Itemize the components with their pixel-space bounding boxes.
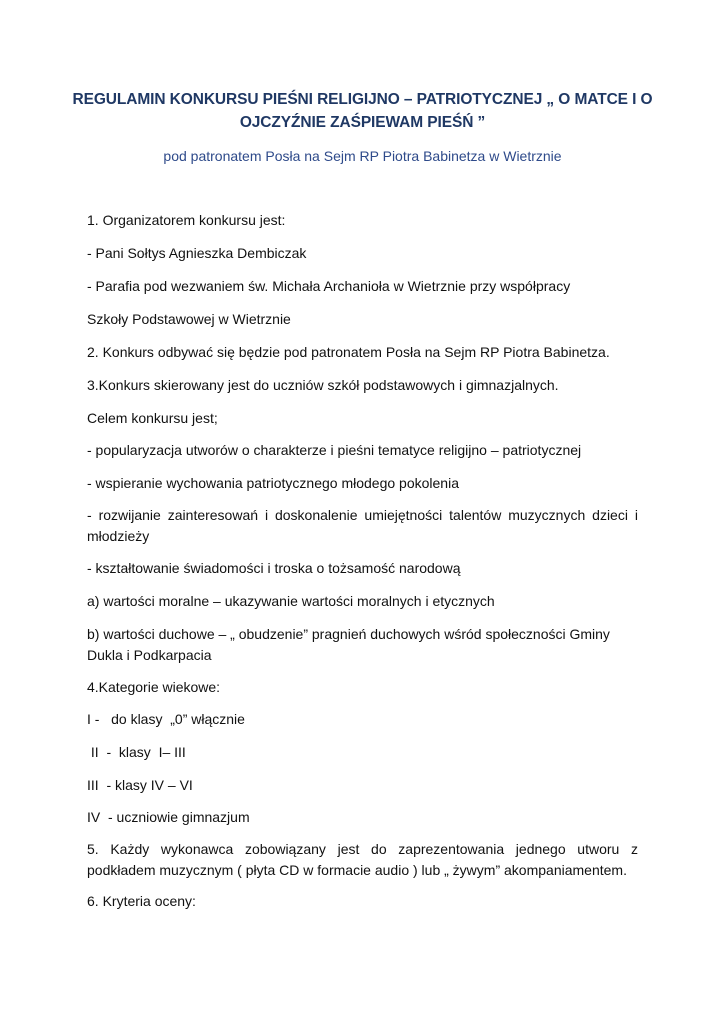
paragraph-spiritual-values: b) wartości duchowe – „ obudzenie” pragnień duchowych wśród społeczności Gminy Dukla i Podkarpacia bbox=[87, 626, 610, 663]
paragraph-goal-popularization: - popularyzacja utworów o charakterze i pieśni tematyce religijno – patriotycznej bbox=[87, 442, 582, 458]
paragraph-goal-heading: Celem konkursu jest; bbox=[87, 410, 218, 426]
paragraph-category-1: I - do klasy „0” włącznie bbox=[87, 711, 245, 727]
paragraph-organizer-heading: 1. Organizatorem konkursu jest: bbox=[87, 212, 286, 228]
paragraph-category-4: IV - uczniowie gimnazjum bbox=[87, 809, 250, 825]
paragraph-age-categories: 4.Kategorie wiekowe: bbox=[87, 679, 221, 695]
paragraph-category-2: II - klasy I– III bbox=[87, 744, 186, 760]
paragraph-organizer-school: Szkoły Podstawowej w Wietrznie bbox=[87, 311, 291, 327]
paragraph-goal-talents: - rozwijanie zainteresowań i doskonalenie umiejętności talentów muzycznych dzieci i młodzieży bbox=[87, 507, 638, 544]
document-title: REGULAMIN KONKURSU PIEŚNI RELIGIJNO – PATRIOTYCZNEJ „ O MATCE I O OJCZYŹNIE ZAŚPIEWAM PIEŚŃ ” bbox=[72, 91, 653, 131]
paragraph-organizer-parish: - Parafia pod wezwaniem św. Michała Archanioła w Wietrznie przy współpracy bbox=[87, 278, 571, 294]
paragraph-patronage: 2. Konkurs odbywać się będzie pod patronatem Posła na Sejm RP Piotra Babinetza. bbox=[87, 344, 610, 360]
paragraph-evaluation-criteria: 6. Kryteria oceny: bbox=[87, 893, 196, 909]
paragraph-goal-education: - wspieranie wychowania patriotycznego młodego pokolenia bbox=[87, 475, 459, 491]
paragraph-category-3: III - klasy IV – VI bbox=[87, 777, 193, 793]
paragraph-performance-rules: 5. Każdy wykonawca zobowiązany jest do zaprezentowania jednego utworu z podkładem muzycznym ( płyta CD w formacie audio ) lub „ żywym” akompaniamentem. bbox=[87, 841, 638, 878]
paragraph-audience: 3.Konkurs skierowany jest do uczniów szkół podstawowych i gimnazjalnych. bbox=[87, 377, 559, 393]
paragraph-goal-identity: - kształtowanie świadomości i troska o tożsamość narodową bbox=[87, 560, 461, 576]
paragraph-organizer-soltys: - Pani Sołtys Agnieszka Dembiczak bbox=[87, 245, 307, 261]
document-subtitle: pod patronatem Posła na Sejm RP Piotra Babinetza w Wietrznie bbox=[163, 148, 562, 164]
paragraph-moral-values: a) wartości moralne – ukazywanie wartości moralnych i etycznych bbox=[87, 593, 495, 609]
